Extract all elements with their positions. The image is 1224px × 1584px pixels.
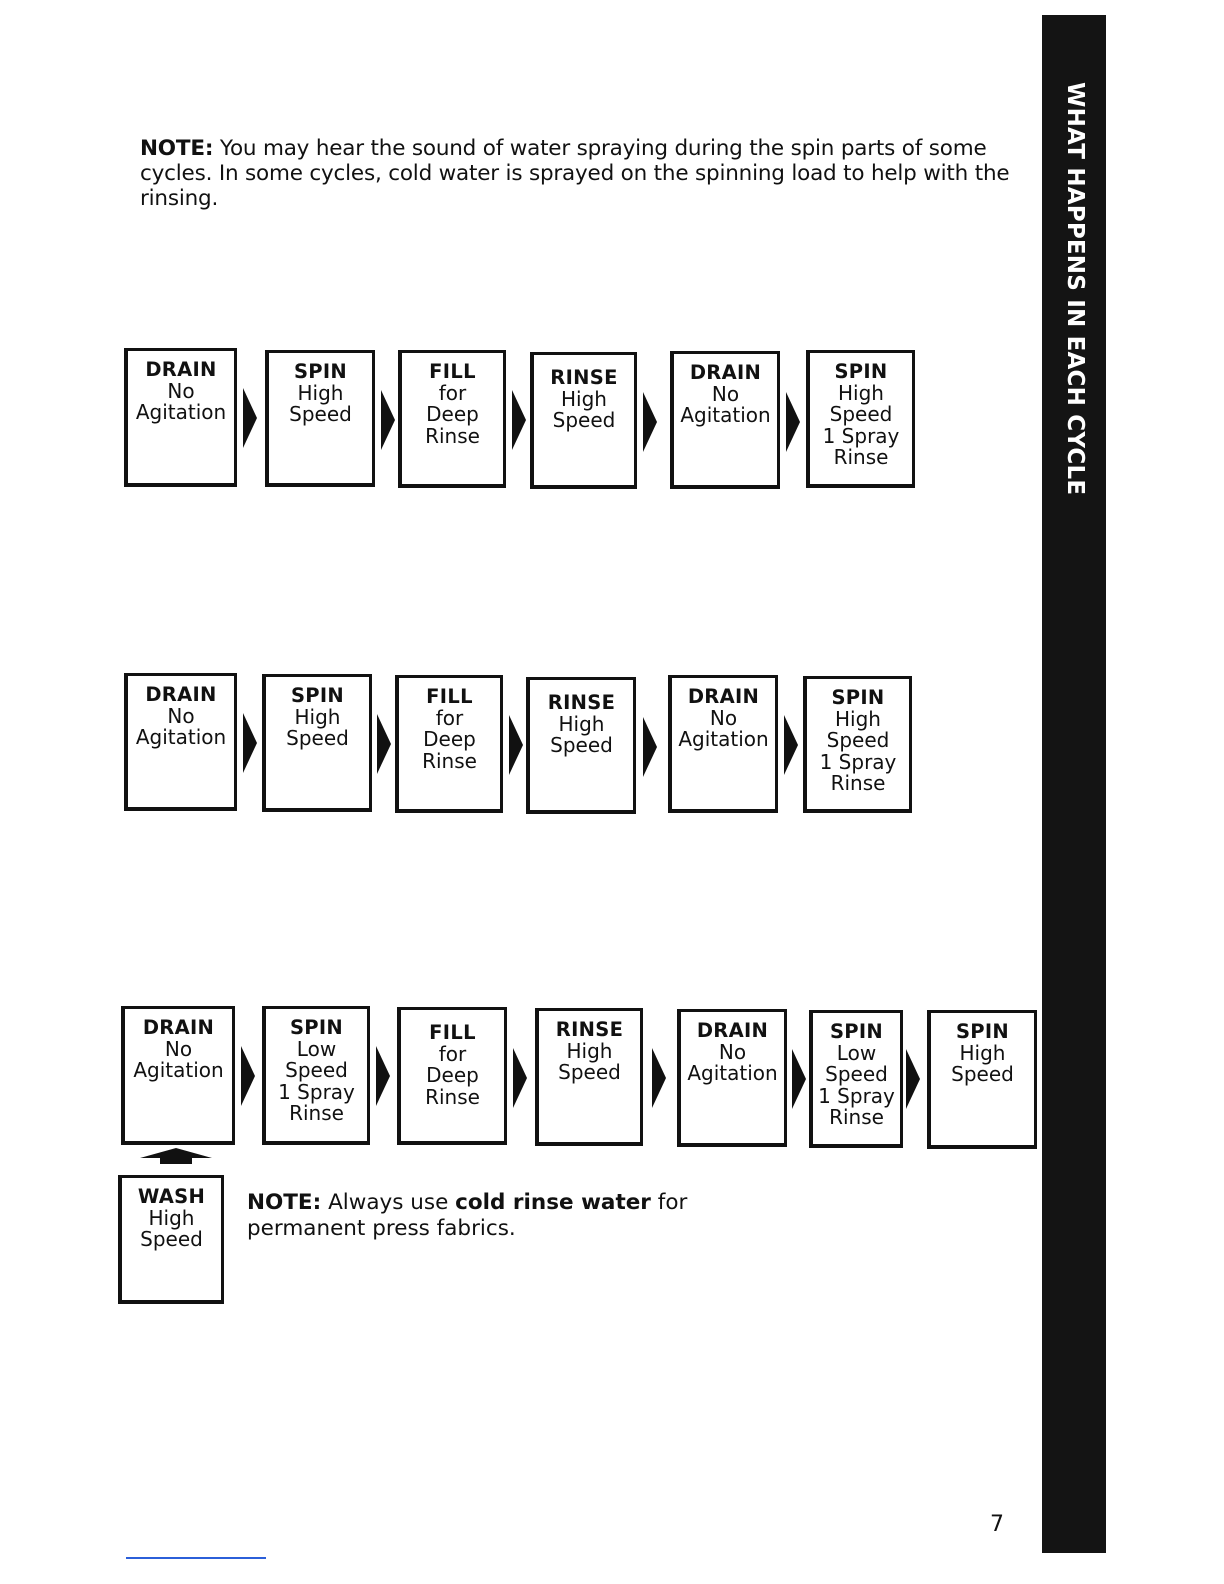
step-line: Rinse: [425, 423, 480, 448]
flow-arrow-icon: [784, 715, 798, 775]
note-bottom-label: NOTE:: [247, 1190, 322, 1215]
step-line: 1 Spray: [819, 749, 897, 774]
step-line: for: [438, 1041, 467, 1066]
step-line: 1 Spray: [822, 423, 900, 448]
row1-step-drain-2: [670, 351, 780, 489]
step-line: High: [294, 704, 341, 729]
step-title: SPIN: [829, 1020, 884, 1043]
row3-step-spin-low-spray: [262, 1006, 370, 1145]
step-line: Agitation: [678, 727, 769, 751]
step-line: Speed: [285, 1058, 348, 1082]
step-line: No: [167, 703, 195, 728]
step-title: WASH: [137, 1185, 206, 1208]
bottom-rule: [126, 1557, 266, 1559]
step-title: DRAIN: [687, 685, 760, 708]
step-line: 1 Spray: [278, 1079, 355, 1104]
note-top-paragraph: [140, 136, 1020, 211]
flow-arrow-icon: [381, 390, 395, 450]
step-line: Speed: [552, 408, 616, 432]
step-title: SPIN: [834, 360, 888, 383]
step-line: Rinse: [422, 748, 477, 773]
row3-step-fill: [397, 1007, 507, 1145]
step-line: for: [435, 705, 464, 730]
step-line: Speed: [140, 1227, 203, 1251]
row1-step-spin: [265, 350, 375, 487]
step-line: Speed: [550, 733, 613, 757]
flow-arrow-icon: [906, 1049, 920, 1109]
note-top-label: NOTE:: [140, 136, 214, 161]
step-line: Speed: [829, 402, 893, 426]
step-line: Speed: [558, 1060, 621, 1084]
flow-arrow-icon: [792, 1049, 806, 1109]
wash-step: [118, 1175, 224, 1304]
step-line: No: [167, 378, 195, 403]
step-line: Agitation: [135, 725, 227, 749]
step-line: Deep: [426, 1063, 479, 1087]
step-line: Rinse: [425, 1084, 480, 1109]
flow-arrow-icon: [376, 1046, 390, 1106]
step-line: High: [838, 380, 884, 405]
step-line: High: [297, 380, 344, 405]
step-line: Deep: [423, 727, 476, 751]
step-line: High: [561, 386, 607, 411]
step-title: RINSE: [550, 366, 618, 389]
row3-step-spin-low-spray-2: [809, 1010, 903, 1148]
step-title: RINSE: [555, 1018, 624, 1041]
step-line: No: [711, 381, 740, 406]
flow-arrow-icon: [512, 390, 526, 450]
step-line: Low: [296, 1036, 337, 1061]
step-line: Low: [836, 1040, 877, 1065]
row3-step-rinse: [535, 1008, 643, 1146]
step-title: DRAIN: [689, 361, 762, 384]
row1-step-drain: [124, 348, 237, 487]
note-bottom-text-b: for permanent press fabrics.: [247, 1190, 688, 1241]
row3-step-drain-2: [677, 1009, 787, 1147]
step-line: Rinse: [829, 1105, 884, 1129]
note-bottom-paragraph: [247, 1190, 767, 1242]
section-sidebar-title: WHAT HAPPENS IN EACH CYCLE: [1062, 82, 1088, 496]
row1-step-fill: [398, 350, 506, 488]
step-line: Agitation: [135, 400, 227, 424]
step-title: DRAIN: [145, 358, 217, 381]
flow-arrow-icon: [786, 392, 800, 452]
step-line: Deep: [426, 402, 479, 426]
row2-step-spin: [262, 674, 372, 812]
step-line: Rinse: [289, 1101, 344, 1125]
step-title: SPIN: [955, 1020, 1010, 1043]
step-title: RINSE: [547, 691, 616, 714]
step-title: FILL: [429, 360, 476, 383]
step-title: FILL: [429, 1021, 476, 1044]
step-line: High: [566, 1038, 613, 1063]
note-bottom-bold: cold rinse water: [455, 1190, 651, 1215]
flow-arrow-icon: [243, 713, 257, 773]
step-line: Agitation: [133, 1058, 224, 1082]
step-line: High: [959, 1040, 1006, 1065]
flow-arrow-icon: [241, 1046, 255, 1106]
step-title: DRAIN: [142, 1016, 215, 1039]
flow-arrow-icon: [652, 1048, 666, 1108]
step-line: for: [438, 380, 467, 405]
step-line: No: [718, 1039, 747, 1064]
row2-step-rinse: [526, 677, 636, 814]
step-title: DRAIN: [145, 683, 217, 706]
step-title: FILL: [426, 685, 473, 708]
row2-step-spin-spray: [803, 676, 912, 813]
row3-step-drain: [121, 1006, 235, 1145]
up-arrow-icon: [140, 1148, 212, 1164]
flow-arrow-icon: [243, 388, 257, 448]
step-title: SPIN: [831, 686, 885, 709]
step-line: 1 Spray: [818, 1083, 895, 1108]
page-number: 7: [990, 1512, 1004, 1537]
row1-step-rinse: [530, 352, 637, 489]
step-line: Rinse: [833, 445, 889, 469]
flow-arrow-icon: [377, 714, 391, 774]
step-title: DRAIN: [696, 1019, 769, 1042]
row2-step-fill: [395, 675, 503, 813]
step-line: No: [709, 705, 738, 730]
flow-arrow-icon: [643, 717, 657, 777]
step-title: SPIN: [293, 360, 348, 383]
step-title: SPIN: [290, 684, 345, 707]
step-line: High: [558, 711, 605, 736]
step-line: Speed: [825, 1062, 888, 1086]
row2-step-drain: [124, 673, 237, 811]
row2-step-drain-2: [668, 675, 778, 813]
row3-step-spin-high: [927, 1010, 1037, 1149]
flow-arrow-icon: [513, 1048, 527, 1108]
flow-arrow-icon: [509, 715, 523, 775]
step-line: High: [148, 1205, 195, 1230]
flow-arrow-icon: [643, 392, 657, 452]
row1-step-spin-spray: [806, 350, 915, 488]
step-line: No: [164, 1036, 193, 1061]
step-line: Speed: [826, 728, 890, 752]
step-line: Speed: [289, 402, 352, 426]
step-line: Agitation: [687, 1061, 778, 1085]
step-line: Agitation: [680, 403, 771, 427]
step-line: Speed: [286, 726, 349, 750]
step-line: Speed: [951, 1062, 1014, 1086]
step-title: SPIN: [289, 1016, 344, 1039]
step-line: Rinse: [830, 771, 886, 795]
note-bottom-text-a: Always use: [321, 1190, 456, 1215]
step-line: High: [835, 706, 881, 731]
note-top-text: You may hear the sound of water spraying during the spin parts of some cycles. In some cycles, cold water is sprayed on the spinning load to help with the rinsing.: [140, 136, 1010, 211]
